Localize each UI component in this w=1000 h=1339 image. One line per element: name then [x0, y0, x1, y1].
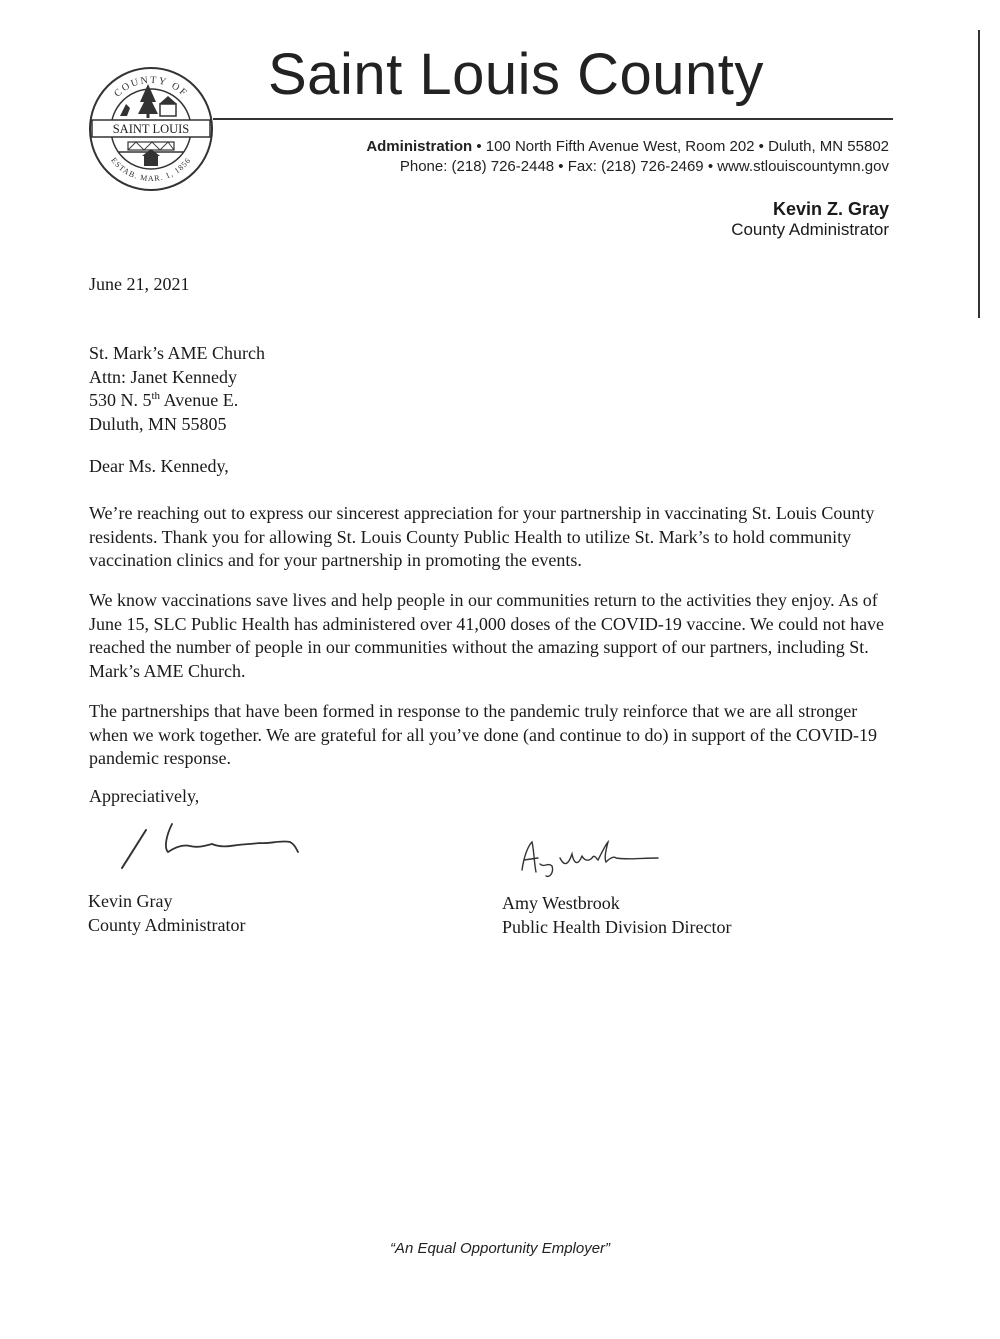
signer-name: Kevin Gray	[88, 891, 173, 911]
sender-name: Kevin Z. Gray	[772, 199, 889, 219]
county-seal-logo	[88, 66, 214, 192]
signer-block	[88, 890, 246, 937]
address-line: Administration • 100 North Fifth Avenue West, Room 202 • Duluth, MN 55802	[366, 138, 889, 155]
svg-text:SAINT LOUIS: SAINT LOUIS	[112, 122, 190, 136]
contact-line: Phone: (218) 726-2448 • Fax: (218) 726-2469 • www.stlouiscountymn.gov	[399, 158, 889, 175]
signature-kevin-gray	[112, 818, 312, 878]
scan-edge-line	[978, 30, 980, 318]
signer-title: Public Health Division Director	[502, 916, 732, 937]
recipient-line: St. Mark’s AME Church	[89, 343, 266, 363]
letter-date: June 21, 2021	[89, 274, 190, 294]
header-divider	[213, 118, 893, 120]
department-label: Administration	[366, 138, 473, 155]
signer-name: Amy Westbrook	[502, 893, 620, 913]
recipient-line: Duluth, MN 55805	[89, 413, 227, 434]
address-text: 100 North Fifth Avenue West, Room 202 • Duluth, MN 55802	[485, 138, 889, 155]
svg-text:ESTAB. MAR. 1, 1856: ESTAB. MAR. 1, 1856	[109, 155, 193, 184]
sender-title: County Administrator	[731, 220, 889, 239]
body-paragraph: We’re reaching out to express our sincerest appreciation for your partnership in vaccinating St. Louis County residents. Thank you for allowing St. Louis County Public Health to utilize St. Mark’s to hold community vaccination clinics and for your partnership in promoting the events.	[89, 503, 875, 570]
signature-amy-westbrook	[518, 836, 668, 881]
signer-block	[502, 892, 731, 939]
body-paragraph: We know vaccinations save lives and help people in our communities return to the activities they enjoy. As of June 15, SLC Public Health has administered over 41,000 doses of the COVID-19 vaccine. We could not have reached the number of people in our communities without the amazing support of our partners, including St. Mark’s AME Church.	[89, 590, 885, 681]
phone-text: Phone: (218) 726-2448	[399, 158, 555, 175]
footer-tagline: “An Equal Opportunity Employer”	[389, 1240, 611, 1257]
svg-text:COUNTY OF: COUNTY OF	[112, 74, 190, 100]
closing: Appreciatively,	[89, 786, 200, 806]
body-paragraph: The partnerships that have been formed in response to the pandemic truly reinforce that we are all stronger when we work together. We are grateful for all you’ve done (and continue to do) in support of the COVID-19 pandemic response.	[89, 701, 877, 768]
recipient-address	[89, 342, 265, 436]
signer-title: County Administrator	[88, 914, 246, 935]
salutation: Dear Ms. Kennedy,	[89, 456, 229, 476]
website-link[interactable]: www.stlouiscountymn.gov	[717, 158, 889, 175]
fax-text: Fax: (218) 726-2469	[567, 158, 704, 175]
recipient-street: 530 N. 5th Avenue E.	[89, 390, 239, 410]
organization-title: Saint Louis County	[268, 42, 764, 107]
recipient-line: Attn: Janet Kennedy	[89, 366, 237, 387]
